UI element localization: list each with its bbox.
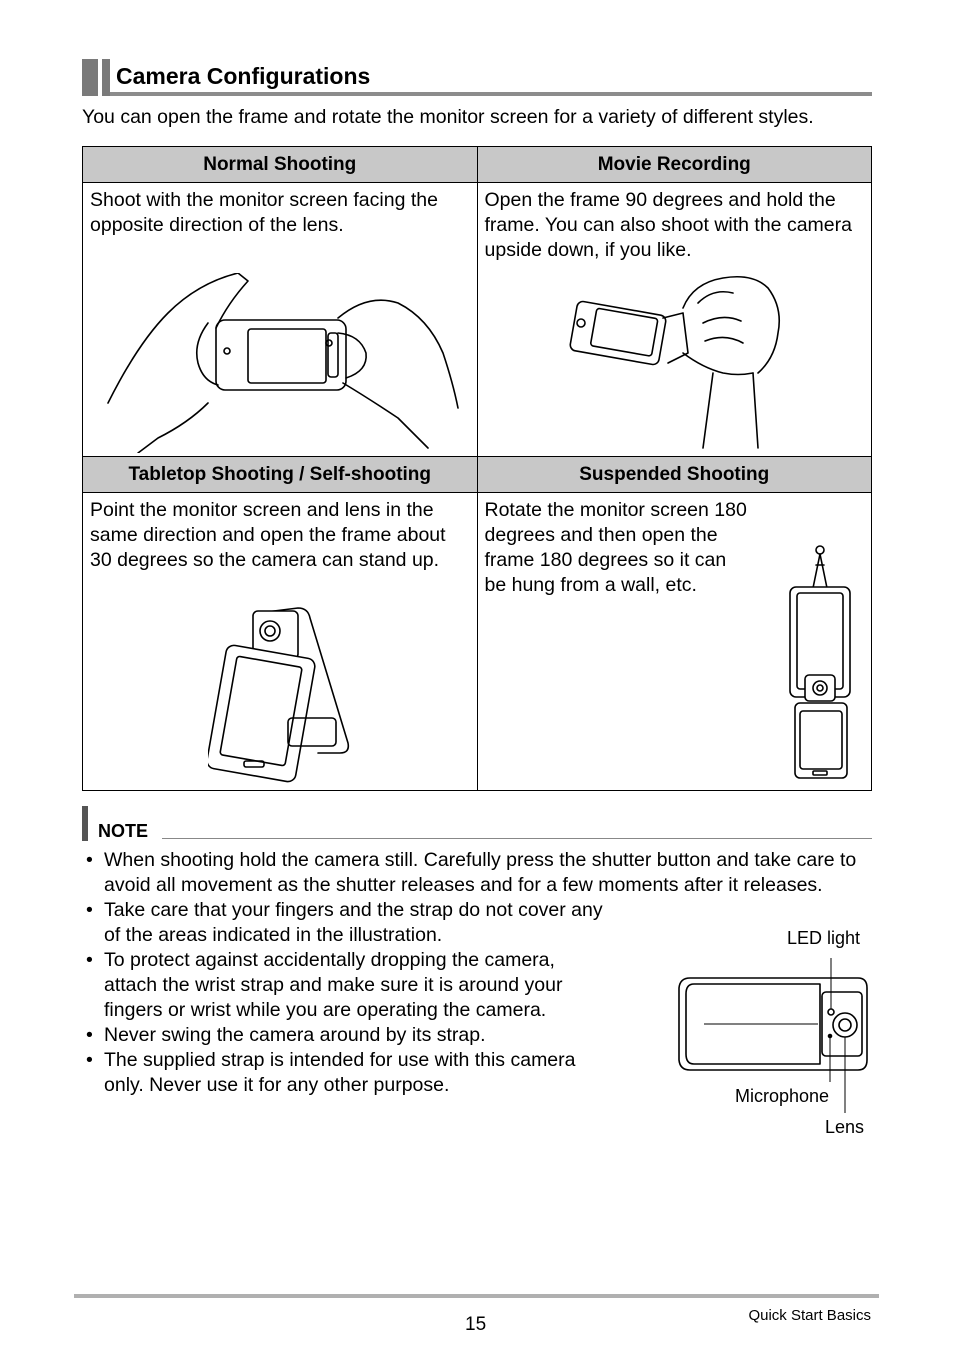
note-bullet: • When shooting hold the camera still. Carefully press the shutter button and take care to avoid all movement as the shutter releases and for a few moments after it releases. — [86, 849, 857, 896]
normal-shooting-text: Shoot with the monitor screen facing the opposite direction of the lens. — [90, 189, 438, 236]
tabletop-shooting-illustration — [208, 603, 358, 783]
note-bullet: • To protect against accidentally dropping the camera, attach the wrist strap and make sure it is around your fingers or wrist while you are operating the camera. — [86, 949, 563, 1021]
suspended-shooting-text: Rotate the monitor screen 180 degrees and then open the frame 180 degrees so it can be hung from a wall, etc. — [484, 499, 747, 596]
camera-front-illustration — [670, 920, 880, 1145]
movie-recording-illustration — [563, 273, 793, 453]
header-bar-decoration — [82, 59, 98, 96]
note-bullet: • The supplied strap is intended for use with this camera only. Never use it for any other purpose. — [86, 1049, 576, 1096]
movie-recording-cell — [477, 183, 872, 457]
note-title: NOTE — [98, 821, 149, 841]
normal-shooting-illustration — [98, 273, 468, 453]
note-header — [82, 806, 872, 841]
section-header — [82, 59, 872, 96]
lens-label: Lens — [825, 1117, 865, 1137]
camera-parts-diagram — [670, 920, 880, 1145]
note-divider — [162, 838, 872, 839]
footer-divider — [74, 1294, 879, 1298]
footer-section-title: Quick Start Basics — [748, 1307, 871, 1324]
section-title: Camera Configurations — [116, 63, 371, 89]
page-number: 15 — [465, 1314, 487, 1335]
led-light-label: LED light — [787, 928, 861, 948]
microphone-label: Microphone — [735, 1086, 830, 1106]
note-bullet: • Take care that your fingers and the strap do not cover any of the areas indicated in the illustration. — [86, 899, 603, 946]
tabletop-shooting-heading: Tabletop Shooting / Self-shooting — [83, 457, 478, 493]
suspended-shooting-heading: Suspended Shooting — [477, 457, 872, 493]
suspended-shooting-cell — [477, 493, 872, 791]
tabletop-shooting-cell — [83, 493, 478, 791]
normal-shooting-heading: Normal Shooting — [83, 147, 478, 183]
movie-recording-text: Open the frame 90 degrees and hold the frame. You can also shoot with the camera upside down, if you like. — [484, 189, 852, 261]
suspended-shooting-illustration — [783, 543, 863, 783]
configurations-table — [82, 146, 872, 791]
header-underline — [110, 92, 872, 96]
note-bar-decoration — [82, 806, 88, 841]
intro-text: You can open the frame and rotate the monitor screen for a variety of different styles. — [82, 106, 814, 128]
header-bar-decoration-small — [102, 59, 110, 96]
normal-shooting-cell — [83, 183, 478, 457]
tabletop-shooting-text: Point the monitor screen and lens in the same direction and open the frame about 30 degrees so the camera can stand up. — [90, 499, 446, 571]
movie-recording-heading: Movie Recording — [477, 147, 872, 183]
note-bullet: • Never swing the camera around by its strap. — [86, 1024, 486, 1046]
